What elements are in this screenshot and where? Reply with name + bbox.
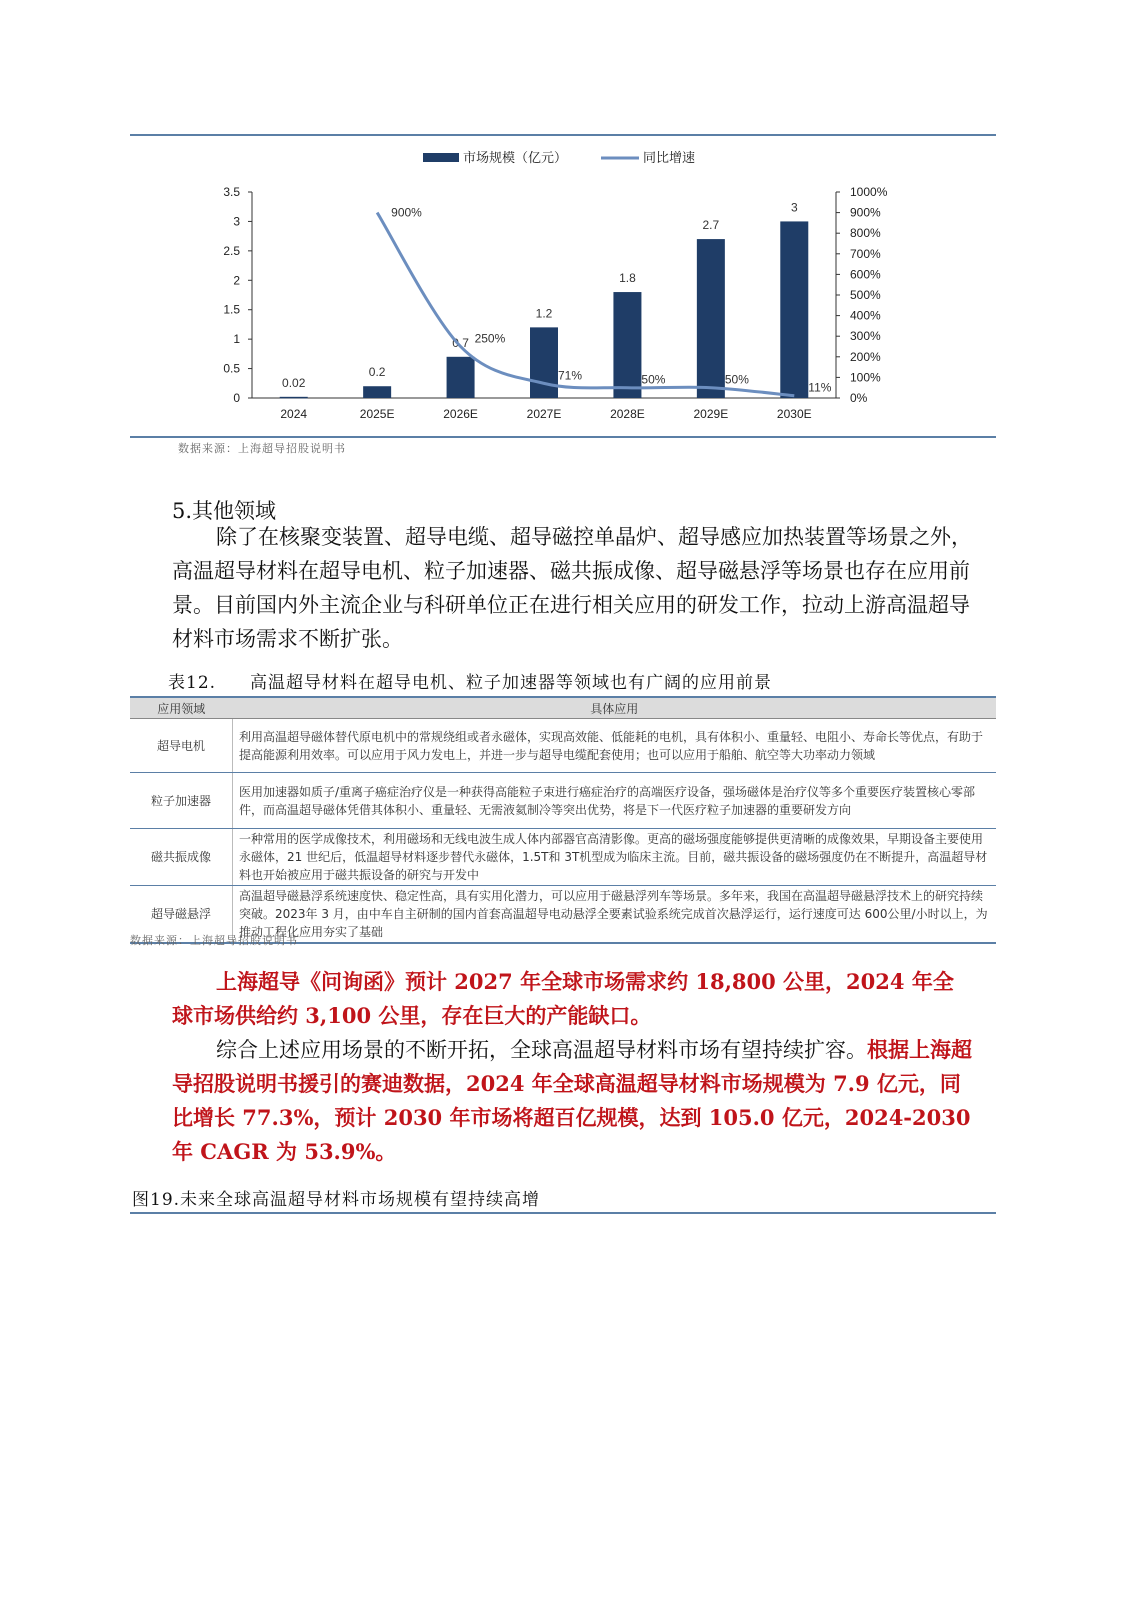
bar bbox=[363, 386, 391, 398]
bar-value-label: 0.02 bbox=[282, 375, 306, 390]
app-field-cell: 磁共振成像 bbox=[130, 829, 233, 886]
growth-line bbox=[377, 213, 794, 396]
left-tick-label: 3.5 bbox=[223, 185, 240, 199]
left-tick-label: 0.5 bbox=[223, 361, 240, 376]
legend-bar-swatch bbox=[423, 153, 459, 162]
left-tick-label: 1.5 bbox=[223, 302, 240, 317]
bar bbox=[613, 292, 641, 398]
bar bbox=[447, 357, 475, 398]
x-tick-label: 2030E bbox=[776, 407, 812, 421]
table-source: 数据来源：上海超导招股说明书 bbox=[130, 934, 298, 947]
right-tick-label: 500% bbox=[850, 288, 881, 302]
growth-value-label: 50% bbox=[724, 372, 749, 387]
header-app-field: 应用领域 bbox=[130, 697, 233, 719]
growth-value-label: 71% bbox=[558, 368, 583, 383]
section-heading: 5.其他领域 bbox=[172, 499, 277, 523]
left-tick-label: 3 bbox=[233, 214, 240, 229]
caption-rule bbox=[130, 1212, 996, 1214]
legend-bar-label: 市场规模（亿元） bbox=[463, 150, 568, 165]
x-tick-label: 2027E bbox=[526, 407, 562, 421]
bar-value-label: 0.2 bbox=[368, 365, 386, 380]
bar-value-label: 0.7 bbox=[452, 335, 469, 350]
top-rule bbox=[130, 134, 996, 136]
red-paragraph bbox=[172, 965, 972, 1033]
x-tick-label: 2026E bbox=[443, 407, 478, 421]
applications-table bbox=[130, 696, 996, 944]
bar bbox=[697, 239, 725, 398]
bar-value-label: 1.2 bbox=[535, 306, 553, 321]
bar-value-label: 2.7 bbox=[702, 218, 720, 233]
growth-value-label: 50% bbox=[641, 372, 666, 387]
app-field-cell: 超导电机 bbox=[130, 719, 233, 773]
bar-value-label: 1.8 bbox=[619, 271, 636, 286]
figure-caption: 图19.未来全球高温超导材料市场规模有望持续高增 bbox=[132, 1190, 541, 1210]
right-tick-label: 200% bbox=[850, 349, 881, 364]
table-row bbox=[130, 719, 996, 773]
left-tick-label: 0 bbox=[233, 391, 240, 405]
x-tick-label: 2025E bbox=[359, 407, 395, 421]
app-desc-cell: 医用加速器如质子/重离子癌症治疗仪是一种获得高能粒子束进行癌症治疗的高端医疗设备，强场磁体是治疗仪等多个重要医疗装置核心零部件，而高温超导磁体凭借其体积小、重量轻、无需液氦制冷等突出优势，将是下一代医疗粒子加速器的重要研发方向 bbox=[233, 773, 997, 829]
left-tick-label: 2.5 bbox=[223, 243, 240, 258]
left-tick-label: 2 bbox=[233, 273, 240, 288]
right-tick-label: 400% bbox=[850, 308, 881, 323]
right-tick-label: 600% bbox=[850, 267, 881, 282]
bar bbox=[280, 397, 308, 399]
right-tick-label: 800% bbox=[850, 226, 881, 241]
app-field-cell: 超导磁悬浮 bbox=[130, 886, 233, 944]
market-paragraph bbox=[172, 1033, 972, 1169]
growth-value-label: 250% bbox=[474, 331, 506, 346]
legend-line-label: 同比增速 bbox=[643, 150, 696, 165]
right-tick-label: 900% bbox=[850, 205, 881, 220]
chart-source: 数据来源：上海超导招股说明书 bbox=[178, 442, 346, 455]
right-tick-label: 0% bbox=[850, 391, 868, 405]
market-paragraph-normal: 综合上述应用场景的不断开拓，全球高温超导材料市场有望持续扩容。 bbox=[216, 1038, 867, 1062]
red-paragraph-text: 上海超导《问询函》预计 2027 年全球市场需求约 18,800 公里，2024 年全球市场供给约 3,100 公里，存在巨大的产能缺口。 bbox=[172, 969, 954, 1028]
right-tick-label: 300% bbox=[850, 329, 881, 344]
app-desc-cell: 高温超导磁悬浮系统速度快、稳定性高，具有实用化潜力，可以应用于磁悬浮列车等场景。多年来，我国在高温超导磁悬浮技术上的研究持续突破。2023年 3 月，由中车自主研制的国内首套高温超导电动悬浮全要素试验系统完成首次悬浮运行，运行速度可达 600公里/小时以上，为推动工程化应用夯实了基础 bbox=[233, 886, 997, 944]
chart-bottom-rule bbox=[130, 436, 996, 438]
market-paragraph-highlight: 根据上海超导招股说明书援引的赛迪数据，2024 年全球高温超导材料市场规模为 7.9 亿元，同比增长 77.3%，预计 2030 年市场将超百亿规模，达到 105.0 亿元，2024-2030 年 CAGR 为 53.9%。 bbox=[172, 1037, 972, 1164]
x-tick-label: 2028E bbox=[610, 407, 645, 421]
paragraph-text: 除了在核聚变装置、超导电缆、超导磁控单晶炉、超导感应加热装置等场景之外，高温超导材料在超导电机、粒子加速器、磁共振成像、超导磁悬浮等场景也存在应用前景。目前国内外主流企业与科研单位正在进行相关应用的研发工作，拉动上游高温超导材料市场需求不断扩张。 bbox=[172, 525, 972, 651]
table-title-text: 高温超导材料在超导电机、粒子加速器等领域也有广阔的应用前景 bbox=[250, 673, 772, 693]
bar bbox=[780, 221, 808, 398]
right-tick-label: 700% bbox=[850, 246, 881, 261]
bar bbox=[530, 327, 558, 398]
table-number: 表12. bbox=[168, 673, 217, 693]
growth-value-label: 900% bbox=[391, 205, 422, 220]
x-tick-label: 2024 bbox=[280, 407, 308, 421]
table-header-row bbox=[130, 697, 996, 719]
table-row bbox=[130, 773, 996, 829]
app-field-cell: 粒子加速器 bbox=[130, 773, 233, 829]
bar-value-label: 3 bbox=[790, 200, 798, 215]
right-tick-label: 1000% bbox=[850, 185, 888, 199]
table-row bbox=[130, 829, 996, 886]
growth-value-label: 11% bbox=[808, 380, 832, 395]
paragraph-other-fields bbox=[172, 520, 972, 656]
right-tick-label: 100% bbox=[850, 370, 881, 385]
app-desc-cell: 一种常用的医学成像技术，利用磁场和无线电波生成人体内部器官高清影像。更高的磁场强度能够提供更清晰的成像效果，早期设备主要使用永磁体，21 世纪后，低温超导材料逐步替代永磁体，1.5T和 3T机型成为临床主流。目前，磁共振设备的磁场强度仍在不断提升，高温超导材料也开始被应用于磁共振设备的研究与开发中 bbox=[233, 829, 997, 886]
table-title bbox=[168, 668, 772, 693]
x-tick-label: 2029E bbox=[693, 407, 729, 421]
market-size-chart bbox=[130, 142, 996, 447]
app-desc-cell: 利用高温超导磁体替代原电机中的常规绕组或者永磁体，实现高效能、低能耗的电机，具有体积小、重量轻、电阻小、寿命长等优点，有助于提高能源利用效率。可以应用于风力发电上，并进一步与超导电缆配套使用；也可以应用于船舶、航空等大功率动力领域 bbox=[233, 719, 997, 773]
header-specific-app: 具体应用 bbox=[233, 697, 997, 719]
left-tick-label: 1 bbox=[233, 332, 240, 347]
